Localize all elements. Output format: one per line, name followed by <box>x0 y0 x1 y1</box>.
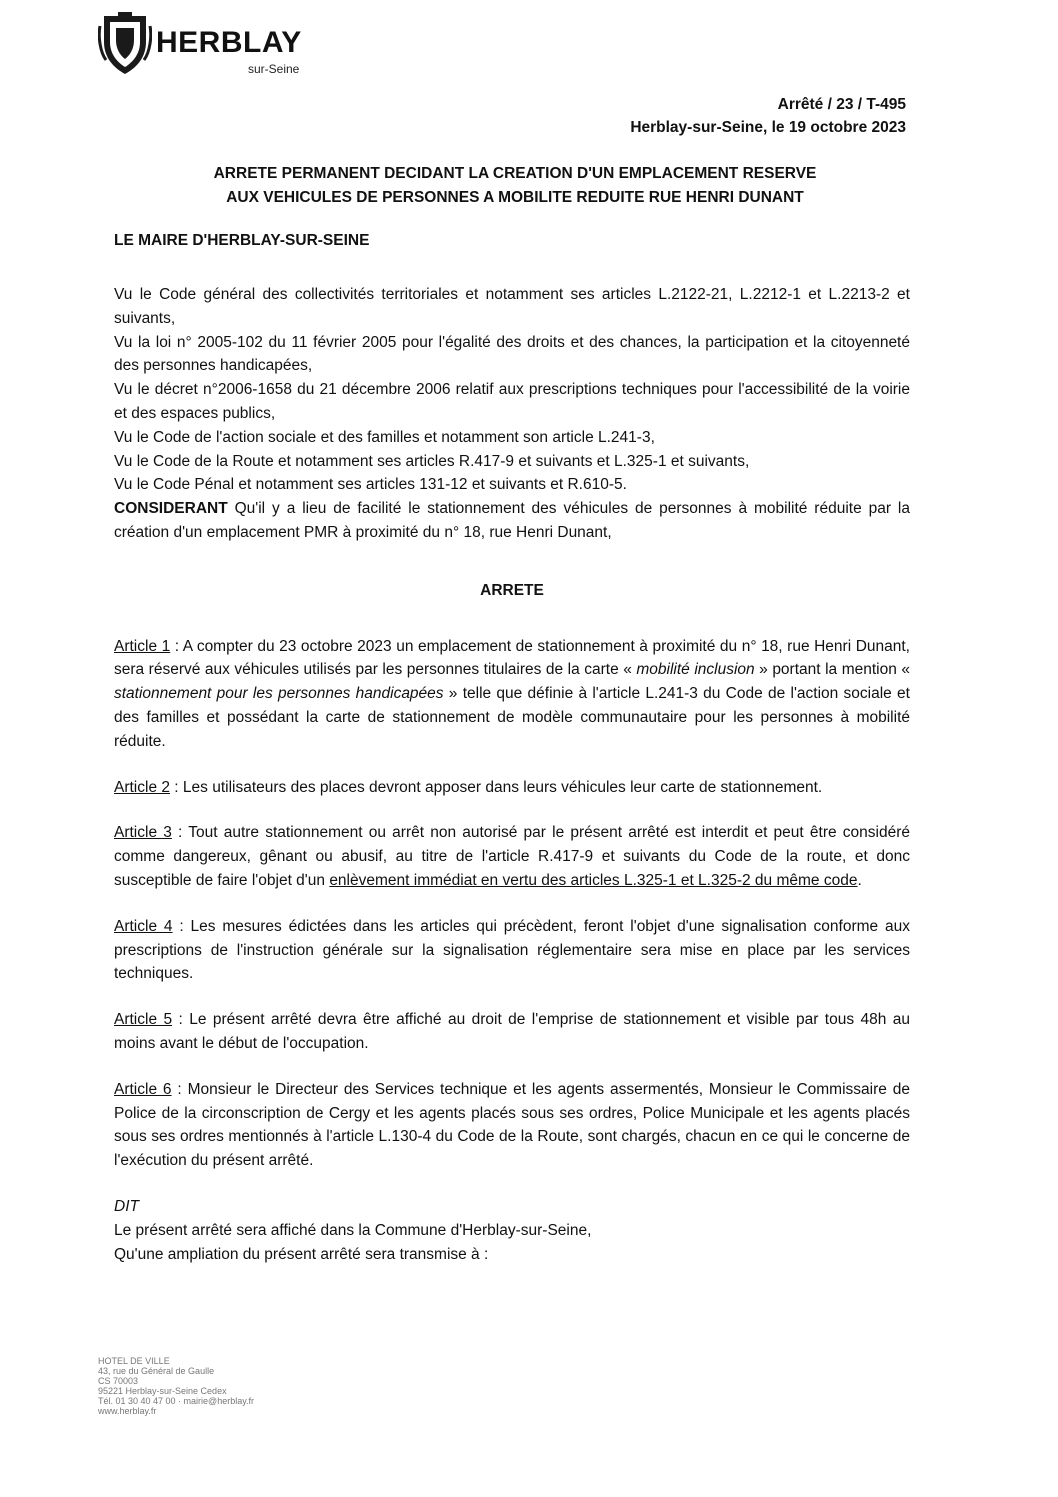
article-6-text: : Monsieur le Directeur des Services technique et les agents assermentés, Monsieur le Commissaire de Police de la circonscription de Cergy et les agents placés sous ses ordres, Police Municipale et les agents placés sous ses ordres mentionnés à l'article L.130-4 du Code de la Route, sont chargés, chacun en ce qui le concerne de l'exécution du présent arrêté. <box>114 1080 910 1170</box>
article-3-text-b: . <box>857 871 862 889</box>
footer-line: Tél. 01 30 40 47 00 · mairie@herblay.fr <box>98 1396 255 1406</box>
title-line-1: ARRETE PERMANENT DECIDANT LA CREATION D'UN EMPLACEMENT RESERVE <box>213 165 817 182</box>
arrete-heading: ARRETE <box>480 581 544 599</box>
article-5 <box>114 1008 910 1056</box>
article-1-label: Article 1 <box>114 637 171 655</box>
decree-place-date: Herblay-sur-Seine, le 19 octobre 2023 <box>630 119 906 136</box>
coat-of-arms-icon <box>98 12 152 76</box>
article-1-text-a: : A compter du 23 octobre 2023 un emplacement de stationnement à proximité du n° 18, rue Henri Dunant, sera réservé aux véhicules utilisés par les personnes titulaires de la carte « <box>114 637 910 679</box>
title-line-2: AUX VEHICULES DE PERSONNES A MOBILITE REDUITE RUE HENRI DUNANT <box>226 189 804 206</box>
visa-1: Vu le Code général des collectivités territoriales et notamment ses articles L.2122-21, L.2212-1 et L.2213-2 et suivants, <box>114 286 910 327</box>
article-2-text: : Les utilisateurs des places devront apposer dans leurs véhicules leur carte de stationnement. <box>170 778 823 796</box>
article-4-label: Article 4 <box>114 917 173 935</box>
article-3 <box>114 821 910 892</box>
considerant <box>114 497 910 545</box>
article-6 <box>114 1078 910 1173</box>
considerant-text: Qu'il y a lieu de facilité le stationnement des véhicules de personnes à mobilité réduite par la création d'un emplacement PMR à proximité du n° 18, rue Henri Dunant, <box>114 500 910 541</box>
dit-line-2: Qu'une ampliation du présent arrêté sera transmise à : <box>114 1245 489 1263</box>
dit-label: DIT <box>114 1197 139 1215</box>
visa-4: Vu le Code de l'action sociale et des familles et notamment son article L.241-3, <box>114 428 655 446</box>
visa-5: Vu le Code de la Route et notamment ses articles R.417-9 et suivants et L.325-1 et suivants, <box>114 452 750 470</box>
visa-2: Vu la loi n° 2005-102 du 11 février 2005 pour l'égalité des droits et des chances, la participation et la citoyenneté des personnes handicapées, <box>114 333 910 375</box>
considerant-label: CONSIDERANT <box>114 500 228 518</box>
decree-body <box>114 283 910 1266</box>
mayor-heading: LE MAIRE D'HERBLAY-SUR-SEINE <box>114 232 370 249</box>
herblay-logo <box>98 10 328 80</box>
footer-line: www.herblay.fr <box>98 1406 157 1416</box>
footer-line: HOTEL DE VILLE <box>98 1356 170 1366</box>
article-1-italic-a: mobilité inclusion <box>636 661 755 679</box>
decree-reference <box>630 93 906 139</box>
article-3-underlined: enlèvement immédiat en vertu des articles L.325-1 et L.325-2 du même code <box>329 871 858 889</box>
logo-name: HERBLAY <box>156 26 302 59</box>
decree-title <box>110 162 920 210</box>
visa-3: Vu le décret n°2006-1658 du 21 décembre 2006 relatif aux prescriptions techniques pour l'accessibilité de la voirie et des espaces publics, <box>114 381 910 422</box>
footer-line: CS 70003 <box>98 1376 139 1386</box>
article-5-label: Article 5 <box>114 1011 173 1029</box>
dit-line-1: Le présent arrêté sera affiché dans la Commune d'Herblay-sur-Seine, <box>114 1221 592 1239</box>
article-6-label: Article 6 <box>114 1080 172 1098</box>
article-1-text-b: » portant la mention « <box>754 661 910 679</box>
article-1 <box>114 635 910 754</box>
article-3-label: Article 3 <box>114 824 172 842</box>
decree-number: Arrêté / 23 / T-495 <box>777 96 906 113</box>
article-2-label: Article 2 <box>114 778 170 796</box>
footer-line: 95221 Herblay-sur-Seine Cedex <box>98 1386 227 1396</box>
article-1-italic-b: stationnement pour les personnes handicapées <box>114 685 444 703</box>
logo-subtitle: sur-Seine <box>248 62 300 76</box>
article-4-text: : Les mesures édictées dans les articles qui précèdent, feront l'objet d'une signalisation conforme aux prescriptions de l'instruction générale sur la signalisation réglementaire sera mise en place par les services techniques. <box>114 917 910 983</box>
article-3-text-a: : Tout autre stationnement ou arrêt non autorisé par le présent arrêté est interdit et peut être considéré comme dangereux, gênant ou abusif, au titre de l'article R.417-9 et suivants du Code de la route, et donc susceptible de faire l'objet d'un <box>114 824 910 889</box>
article-4 <box>114 915 910 986</box>
article-1-text-c: » telle que définie à l'article L.241-3 du Code de l'action sociale et des familles et possédant la carte de stationnement de modèle communautaire pour les personnes à mobilité réduite. <box>114 685 910 750</box>
footer-line: 43, rue du Général de Gaulle <box>98 1366 215 1376</box>
article-2 <box>114 776 910 800</box>
article-5-text: : Le présent arrêté devra être affiché au droit de l'emprise de stationnement et visible par tous 48h au moins avant le début de l'occupation. <box>114 1011 910 1052</box>
visa-6: Vu le Code Pénal et notamment ses articles 131-12 et suivants et R.610-5. <box>114 476 627 494</box>
footer-address <box>98 1356 254 1416</box>
